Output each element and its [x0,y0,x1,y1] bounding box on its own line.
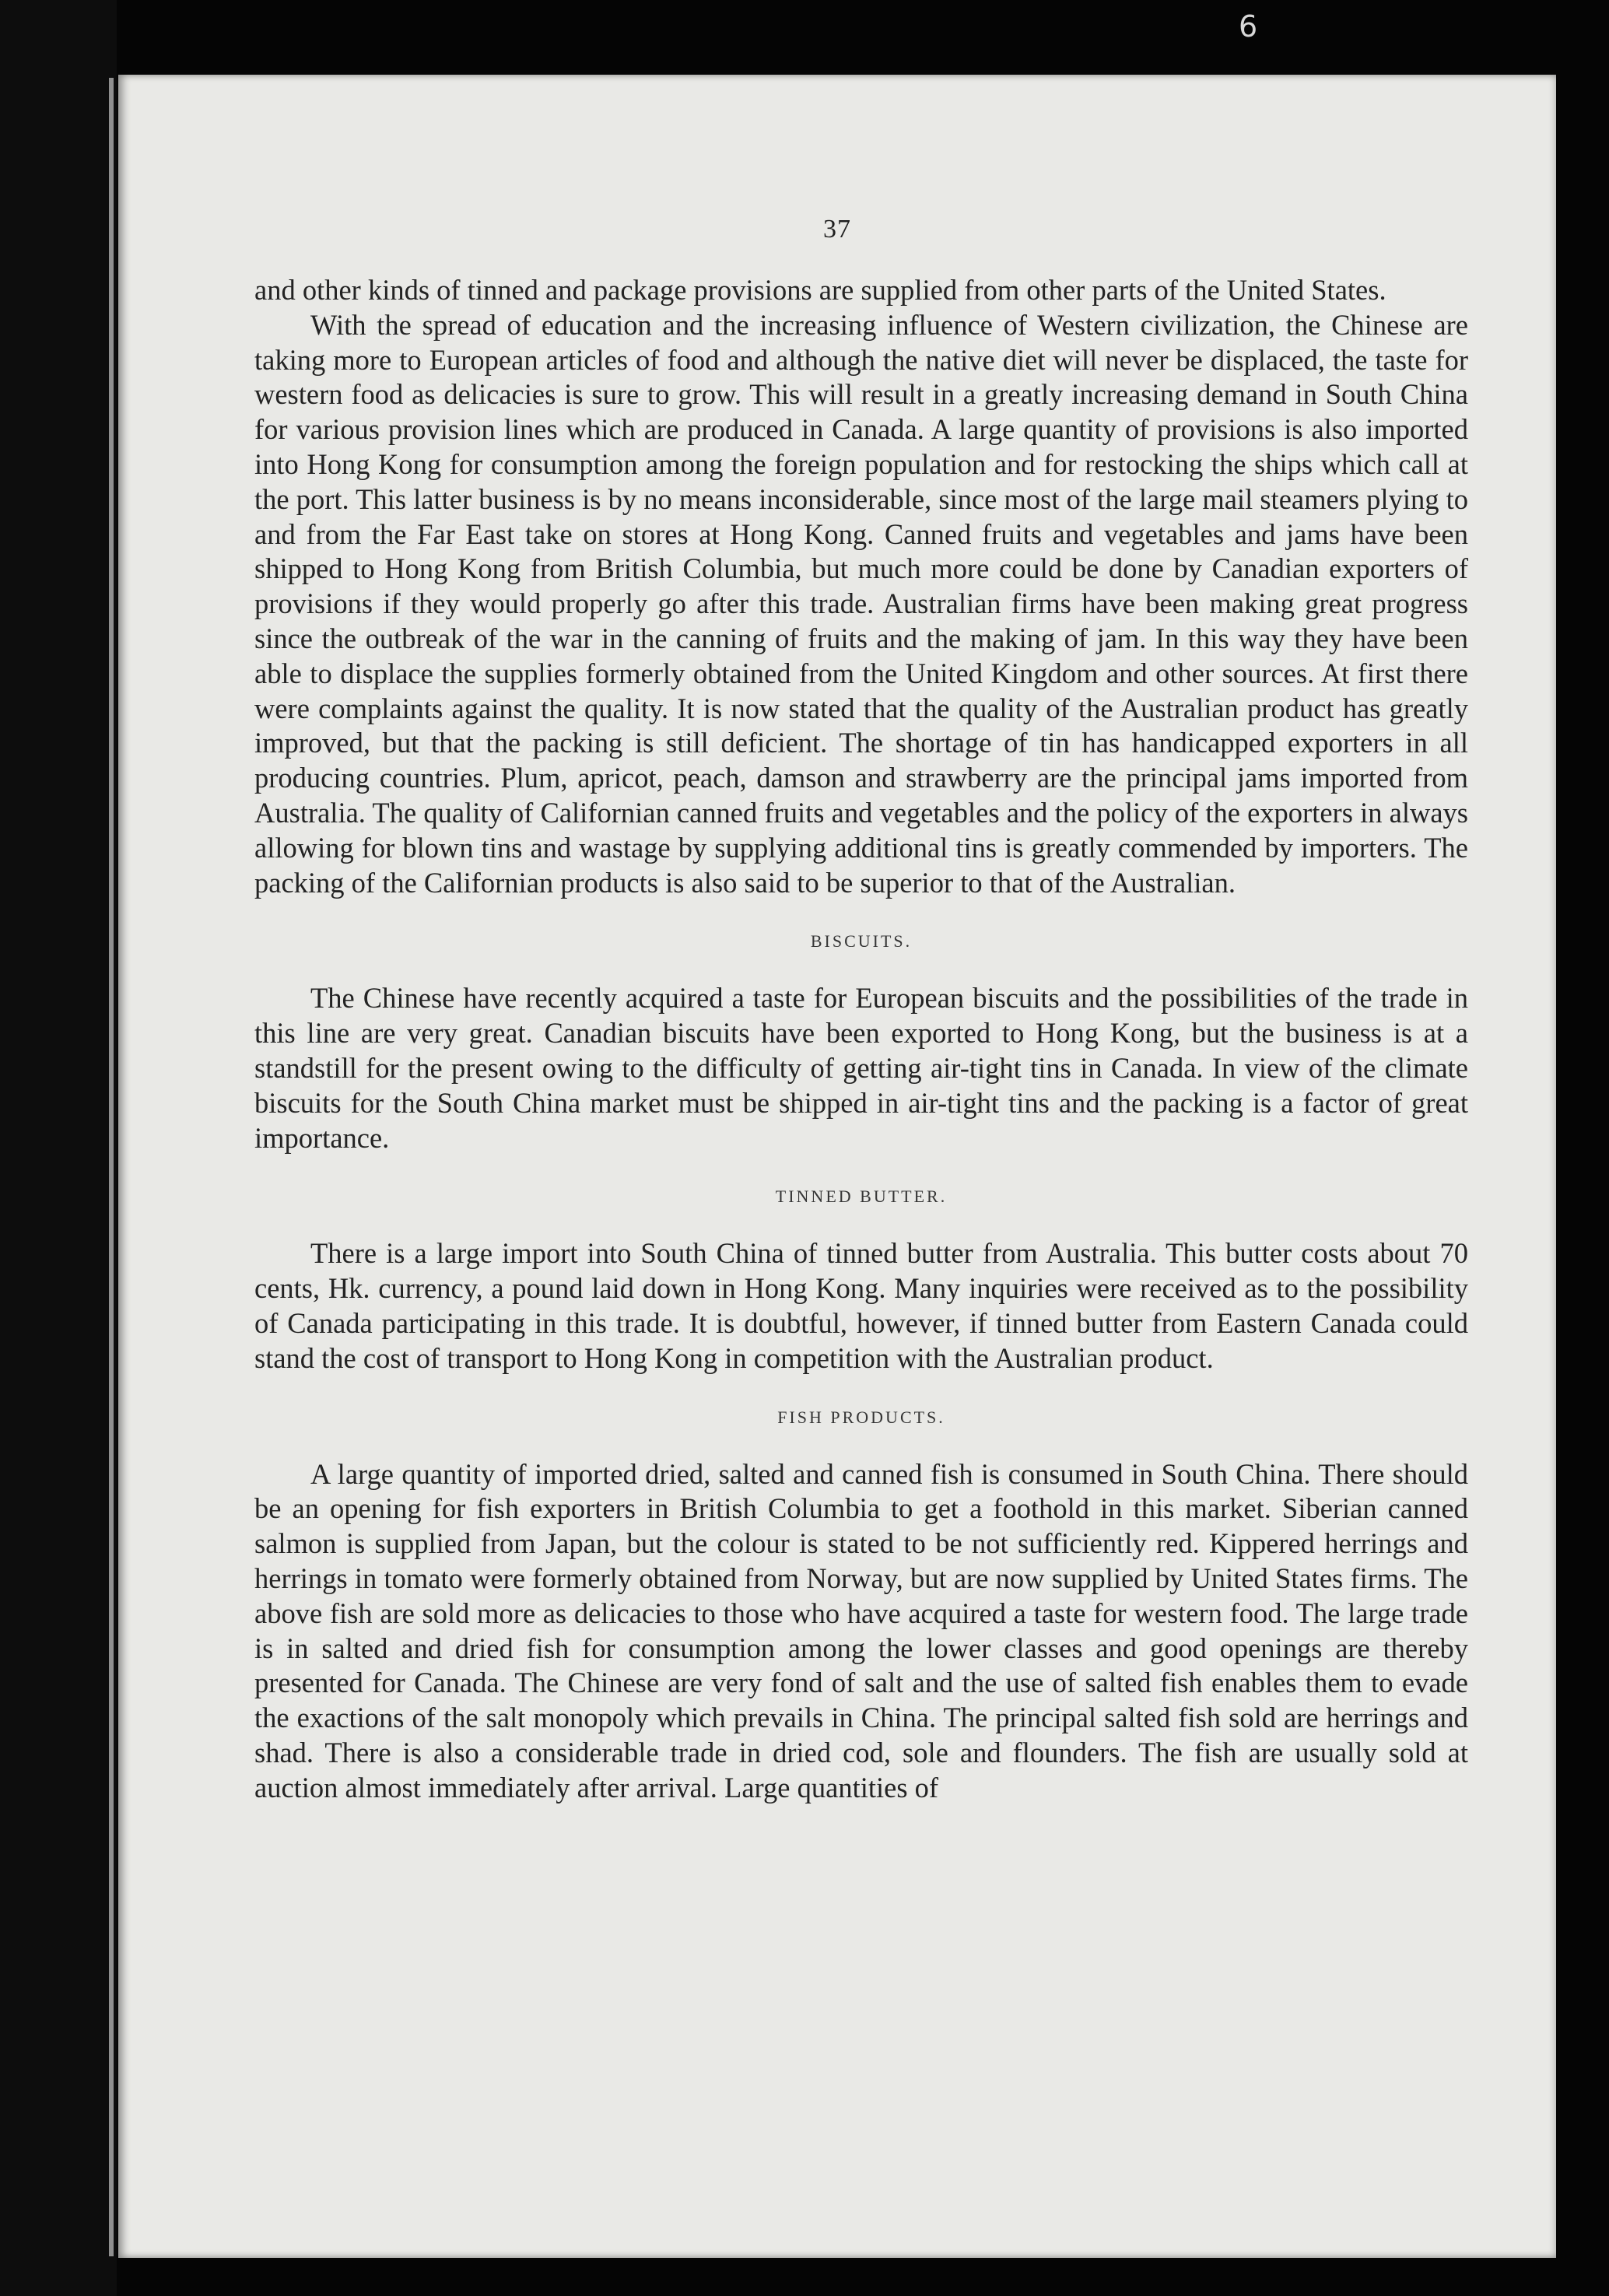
scan-left-margin [0,0,117,2296]
intro-paragraph: and other kinds of tinned and package provisions are supplied from other parts of the United States. [254,274,1386,306]
biscuits-paragraph: The Chinese have recently acquired a taste for European biscuits and the possibilities of the trade in this line are very great. Canadian biscuits have been exported to Hong Kong, but the business is at a standstill for the present owing to the difficulty of getting air-tight tins in Canada. In view of the climate biscuits for the South China market must be shipped in air-tight tins and the packing is a factor of great importance. [254,982,1468,1154]
education-paragraph: With the spread of education and the increasing influence of Western civilization, the Chinese are taking more to European articles of food and although the native diet will never be displaced, the taste for western food as delicacies is sure to grow. This will result in a greatly increasing demand in South China for various provision lines which are produced in Canada. A large quantity of provisions is also imported into Hong Kong for consumption among the foreign population and for restocking the ships which call at the port. This latter business is by no means inconsiderable, since most of the large mail steamers plying to and from the Far East take on stores at Hong Kong. Canned fruits and vegetables and jams have been shipped to Hong Kong from British Columbia, but much more could be done by Canadian exporters of provisions if they would properly go after this trade. Australian firms have been making great progress since the outbreak of the war in the canning of fruits and the making of jam. In this way they have been able to displace the supplies formerly obtained from the United Kingdom and other sources. At first there were complaints against the quality. It is now stated that the quality of the Australian product has greatly improved, but that the packing is still deficient. The shortage of tin has handicapped exporters in all producing countries. Plum, apricot, peach, damson and strawberry are the principal jams imported from Australia. The quality of Californian canned fruits and vegetables and the policy of the exporters in always allowing for blown tins and wastage by supplying additional tins is greatly commended by importers. The packing of the Californian products is also said to be superior to that of the Australian. [254,308,1468,899]
page-number: 37 [823,215,851,244]
biscuits-heading: BISCUITS. [810,931,913,952]
tinned-butter-heading: TINNED BUTTER. [775,1187,948,1207]
binding-edge [109,78,114,2256]
page-body [254,273,1468,1805]
fish-products-paragraph: A large quantity of imported dried, salted and canned fish is consumed in South China. There should be an opening for fish exporters in British Columbia to get a foothold in this market. Siberian canned salmon is supplied from Japan, but the colour is stated to be not sufficiently red. Kippered herrings and herrings in tomato were formerly obtained from Norway, but are now supplied by United States firms. The above fish are sold more as delicacies to those who have acquired a taste for western food. The large trade is in salted and dried fish for consumption among the lower classes and good openings are thereby presented for Canada. The Chinese are very fond of salt and the use of salted fish enables them to evade the exactions of the salt monopoly which prevails in China. The principal salted fish sold are herrings and shad. There is also a considerable trade in dried cod, sole and flounders. The fish are usually sold at auction almost immediately after arrival. Large quantities of [254,1457,1468,1803]
scan-corner-mark: 6 [1239,9,1258,44]
document-page [118,75,1556,2258]
tinned-butter-paragraph: There is a large import into South China of tinned butter from Australia. This butter costs about 70 cents, Hk. currency, a pound laid down in Hong Kong. Many inquiries were received as to the possibility of Canada participating in this trade. It is doubtful, however, if tinned butter from Eastern Canada could stand the cost of transport to Hong Kong in competition with the Australian product. [254,1237,1468,1374]
fish-products-heading: FISH PRODUCTS. [777,1407,945,1427]
